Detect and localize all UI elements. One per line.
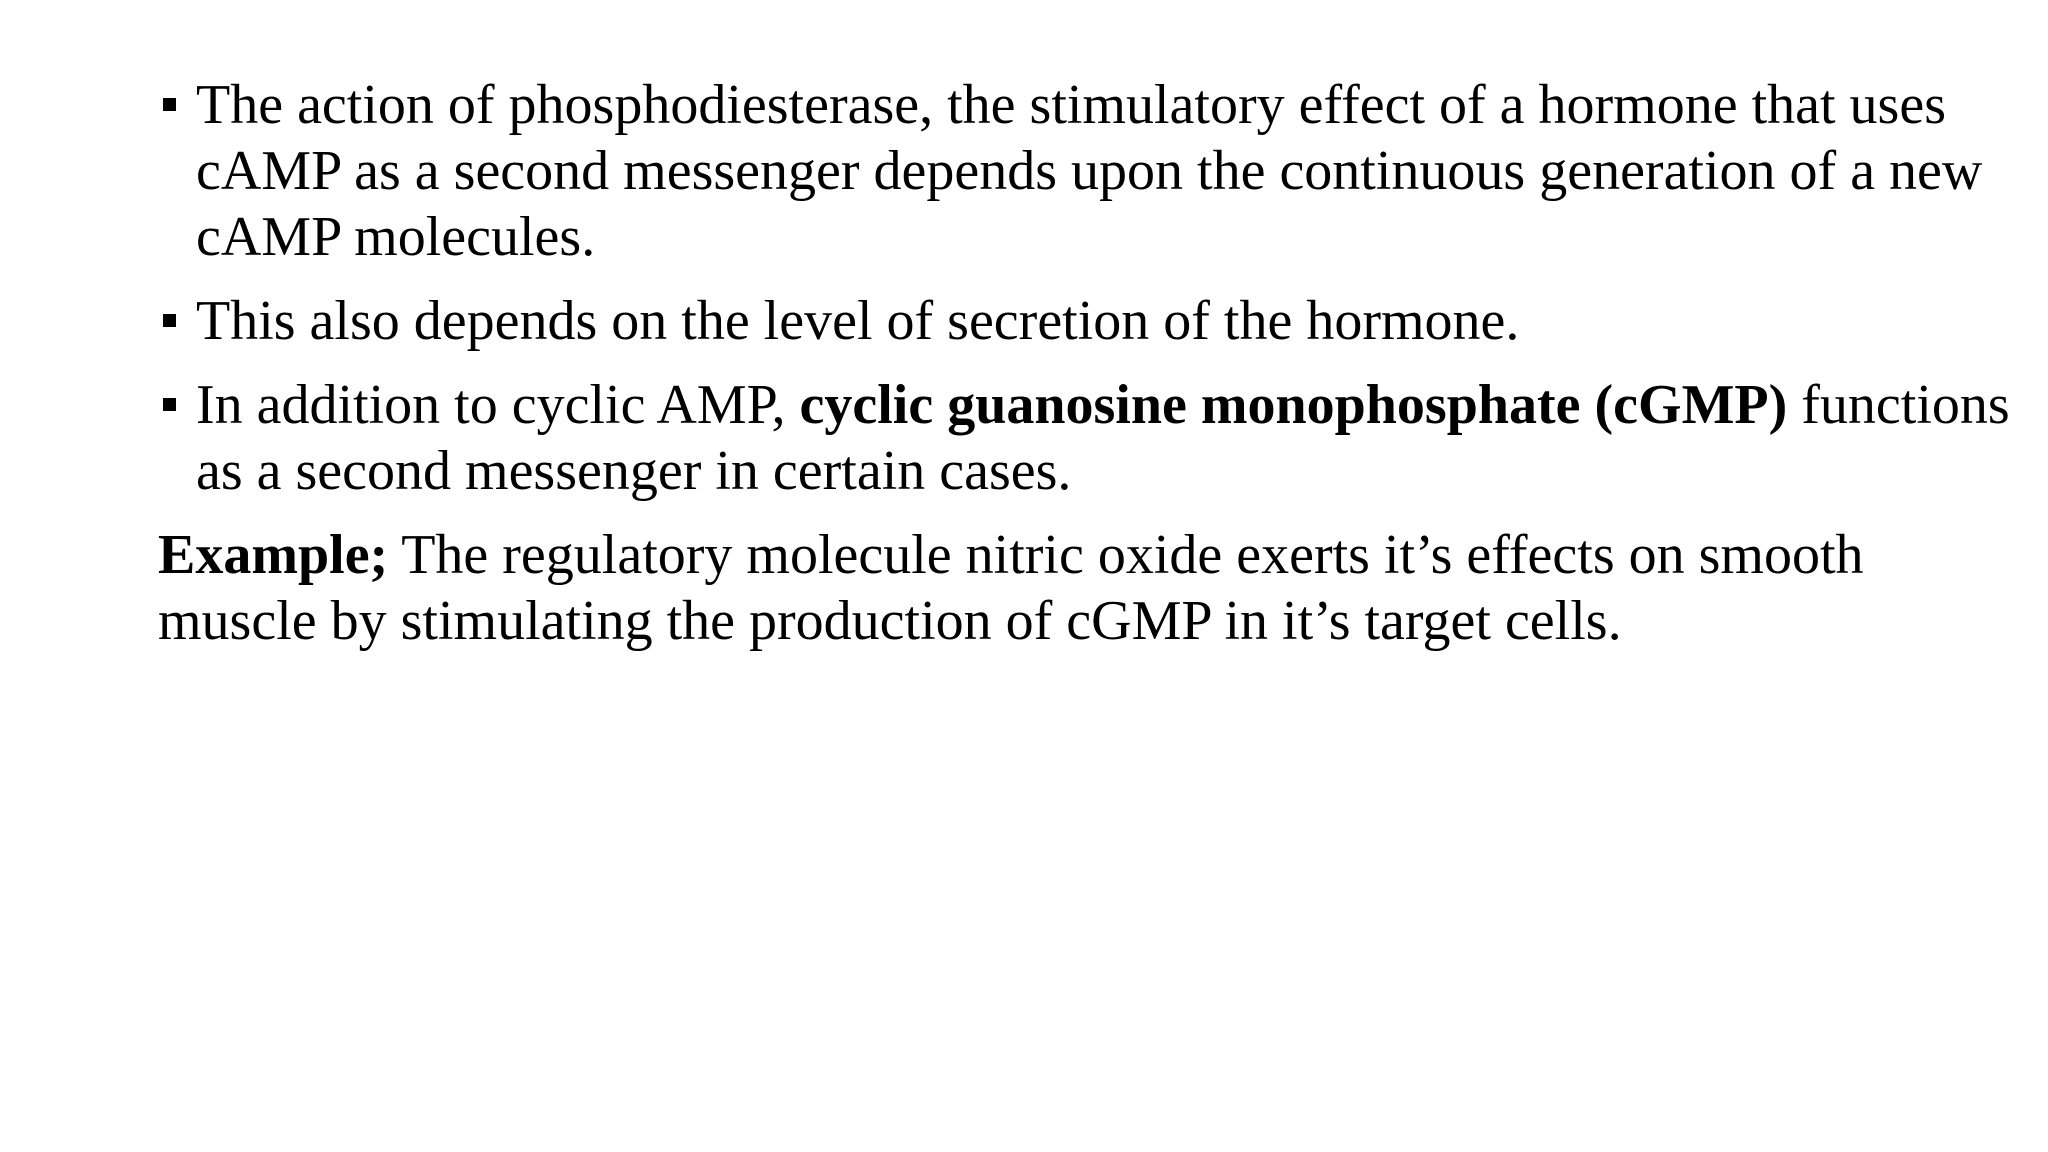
bullet-item-secretion: [158, 288, 2018, 354]
bullet-text-before: In addition to cyclic AMP,: [196, 374, 800, 436]
example-label: Example;: [158, 524, 389, 586]
bullet-text-after: functions as a second messenger in certain cases.: [196, 374, 2010, 502]
slide-content: [158, 72, 2018, 654]
bullet-list: [158, 72, 2018, 504]
bullet-text: The action of phosphodiesterase, the stimulatory effect of a hormone that uses cAMP as a second messenger depends upon the continuous generation of a new cAMP molecules.: [196, 74, 1983, 268]
bullet-item-phosphodiesterase: [158, 72, 2018, 270]
bullet-item-cgmp: [158, 372, 2018, 504]
square-bullet-icon: [163, 398, 176, 411]
bullet-text: This also depends on the level of secretion of the hormone.: [196, 290, 1520, 352]
example-text: The regulatory molecule nitric oxide exerts it’s effects on smooth muscle by stimulating the production of cGMP in it’s target cells.: [158, 524, 1864, 652]
square-bullet-icon: [163, 314, 176, 327]
square-bullet-icon: [163, 98, 176, 111]
example-paragraph: [158, 522, 2018, 654]
bullet-text-bold: cyclic guanosine monophosphate (cGMP): [799, 374, 1788, 436]
